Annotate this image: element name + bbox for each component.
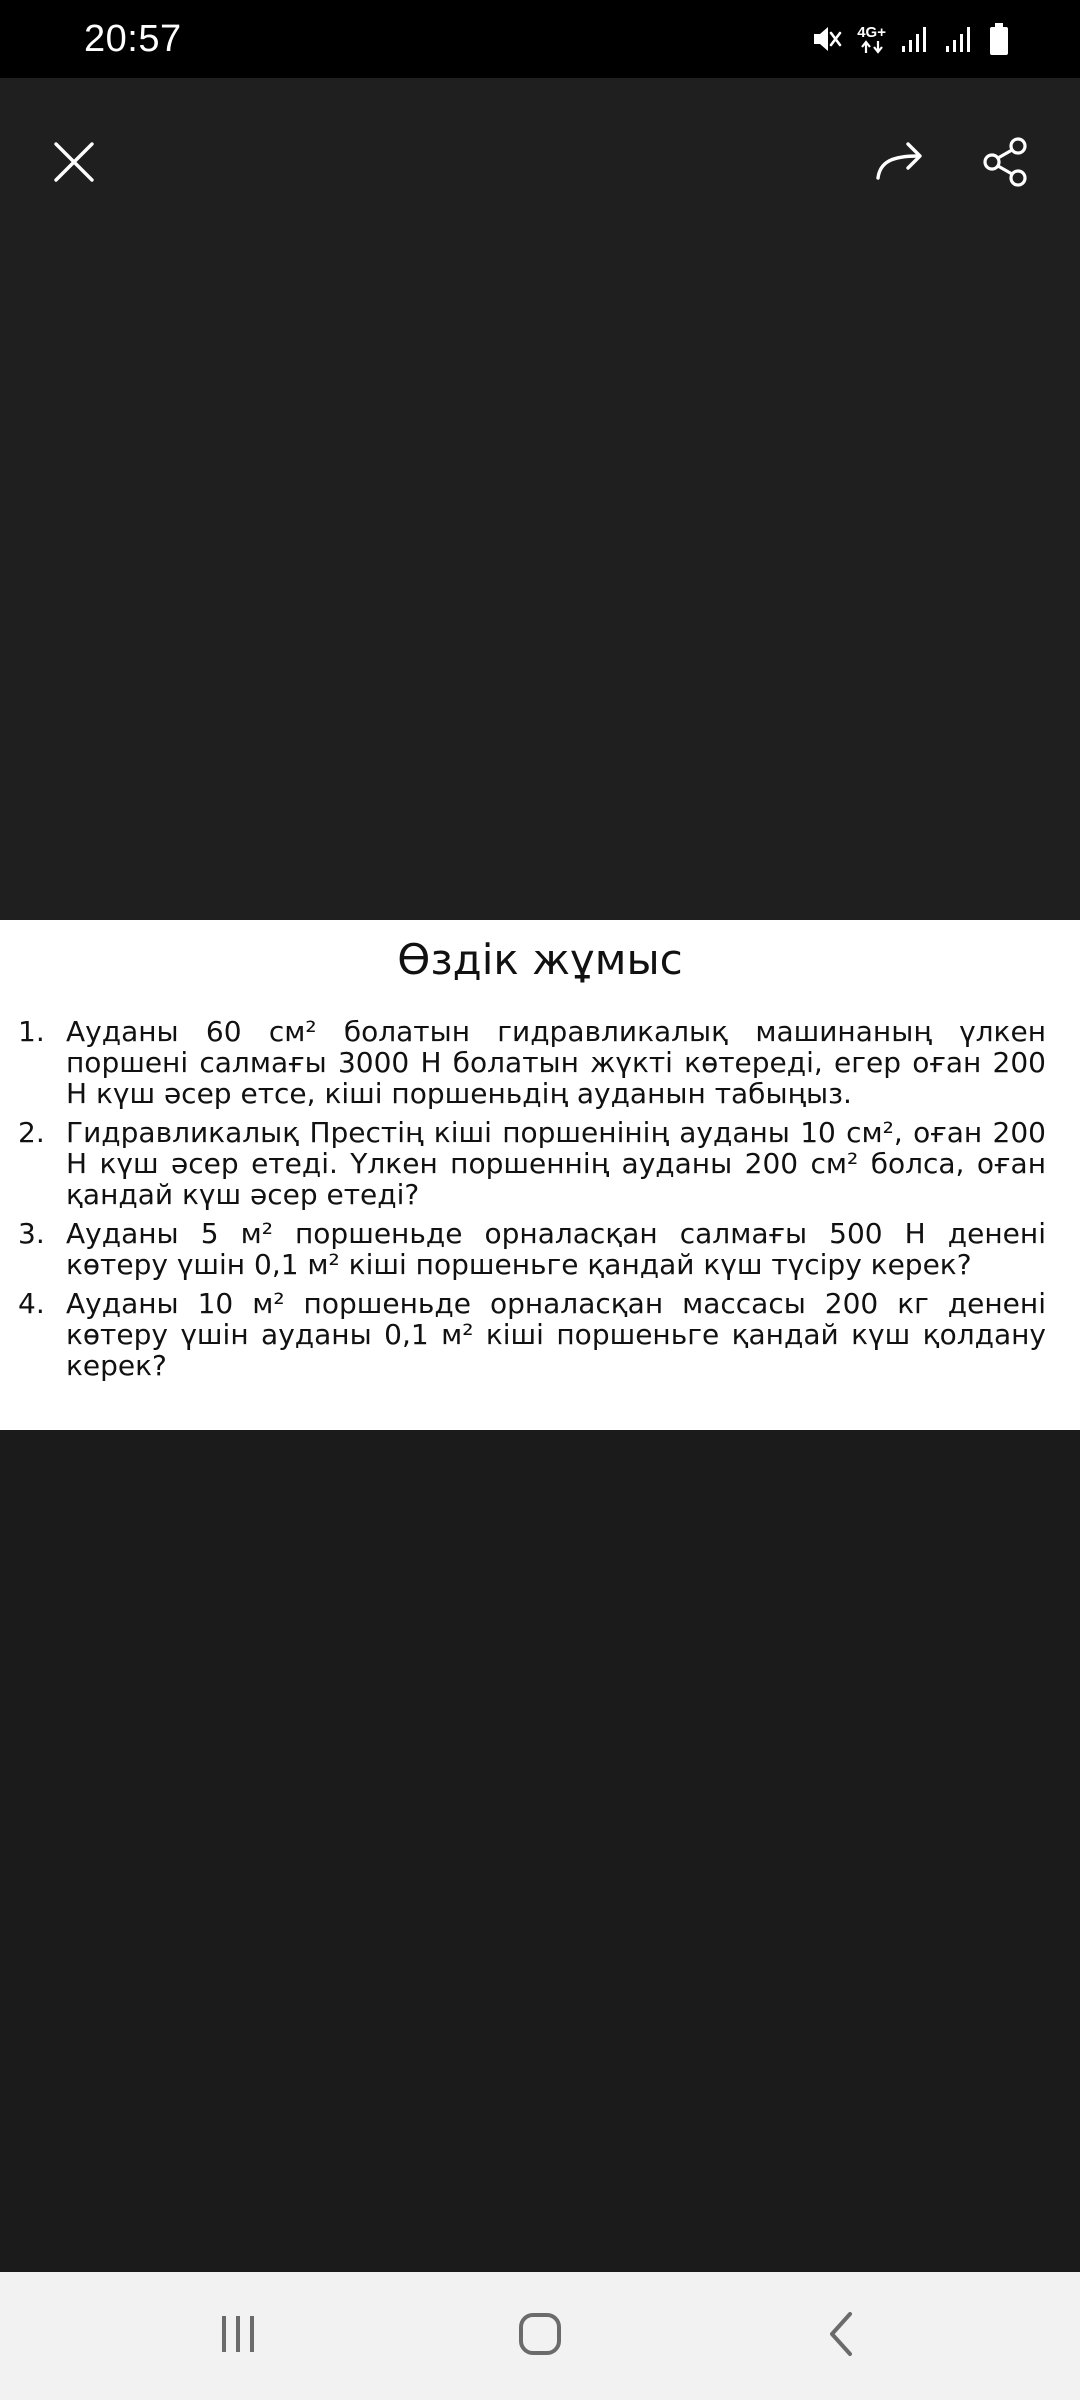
list-item [0, 1117, 1080, 1210]
list-item [0, 1016, 1080, 1109]
back-button[interactable] [782, 2290, 902, 2382]
home-icon [516, 2310, 564, 2363]
close-button[interactable] [26, 116, 122, 212]
share-icon [980, 136, 1032, 193]
home-button[interactable] [480, 2290, 600, 2382]
status-time: 20:57 [84, 18, 182, 60]
forward-icon [872, 138, 928, 191]
item-number: 1. [18, 1015, 45, 1048]
viewer-background [0, 1430, 1080, 2272]
item-number: 3. [18, 1217, 45, 1250]
recents-button[interactable] [178, 2290, 298, 2382]
item-text: Ауданы 60 см² болатын гидравликалық машинаның үлкен поршені салмағы 3000 Н болатын жүкті көтереді, егер оған 200 Н күш әсер етсе, кіші поршеньдің ауданын табыңыз. [66, 1015, 1046, 1110]
task-list [0, 1016, 1080, 1389]
signal-icon [900, 24, 930, 54]
document-title: Өздік жұмыс [397, 935, 683, 984]
list-item [0, 1218, 1080, 1280]
item-text: Гидравликалық Престің кіші поршенінің ауданы 10 см², оған 200 Н күш әсер етеді. Үлкен поршеннің ауданы 200 см² болса, оған қандай күш әсер етеді? [66, 1116, 1046, 1211]
share-button[interactable] [958, 116, 1054, 212]
navigation-bar [0, 2272, 1080, 2400]
status-icons [809, 18, 1010, 60]
mute-icon [809, 22, 843, 56]
network-4g-icon [857, 25, 886, 54]
status-bar [0, 0, 1080, 78]
document-image[interactable] [0, 920, 1080, 1430]
item-text: Ауданы 5 м² поршеньде орналасқан салмағы 500 Н денені көтеру үшін 0,1 м² кіші поршеньге қандай күш түсіру керек? [66, 1217, 1046, 1281]
item-text: Ауданы 10 м² поршеньде орналасқан массасы 200 кг денені көтеру үшін ауданы 0,1 м² кіші поршеньге қандай күш қолдану керек? [66, 1287, 1046, 1382]
forward-button[interactable] [852, 116, 948, 212]
back-icon [822, 2310, 862, 2363]
close-icon [50, 138, 98, 191]
list-item [0, 1288, 1080, 1381]
item-number: 4. [18, 1287, 45, 1320]
battery-icon [988, 22, 1010, 56]
network-type-label: 4G+ [857, 23, 886, 41]
signal-icon [944, 24, 974, 54]
recents-icon [216, 2312, 260, 2361]
item-number: 2. [18, 1116, 45, 1149]
